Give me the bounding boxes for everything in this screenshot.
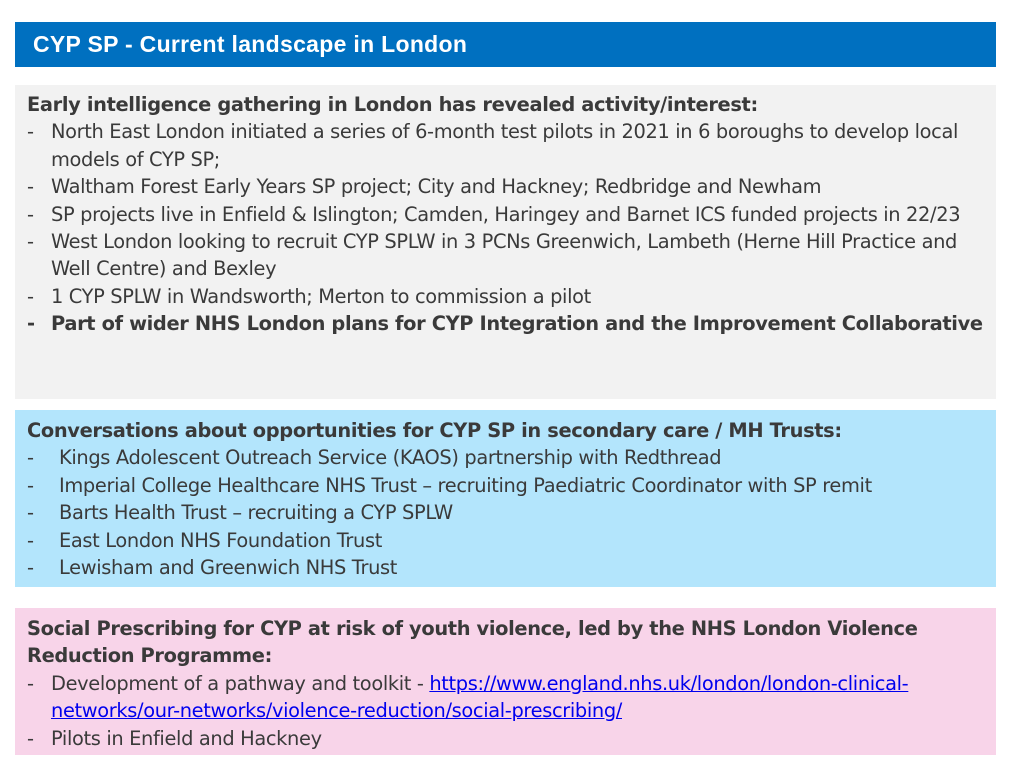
list-item bbox=[27, 670, 984, 725]
list-item: - 1 CYP SPLW in Wandsworth; Merton to commission a pilot bbox=[27, 283, 984, 310]
list-item: - Kings Adolescent Outreach Service (KAOS) partnership with Redthread bbox=[27, 444, 984, 471]
violence-reduction-list bbox=[27, 670, 984, 752]
pathway-text: Development of a pathway and toolkit - bbox=[51, 671, 430, 695]
list-item: - East London NHS Foundation Trust bbox=[27, 527, 984, 554]
title-bar bbox=[15, 22, 996, 67]
social-prescribing-link[interactable]: https://www.england.nhs.uk/london/london-clinical-networks/our-networks/violence-reduction/social-prescribing/ bbox=[51, 671, 909, 723]
list-item: - Pilots in Enfield and Hackney bbox=[27, 725, 984, 752]
early-intelligence-panel bbox=[15, 85, 996, 399]
secondary-care-list bbox=[27, 444, 984, 581]
slide-title: CYP SP - Current landscape in London bbox=[33, 31, 468, 57]
list-item: - North East London initiated a series of 6-month test pilots in 2021 in 6 boroughs to develop local models of CYP SP; bbox=[27, 118, 984, 173]
list-item: - SP projects live in Enfield & Islington; Camden, Haringey and Barnet ICS funded projects in 22/23 bbox=[27, 201, 984, 228]
early-intelligence-heading: Early intelligence gathering in London has revealed activity/interest: bbox=[27, 93, 758, 116]
list-item: - Part of wider NHS London plans for CYP Integration and the Improvement Collaborative bbox=[27, 310, 984, 337]
list-item: - Imperial College Healthcare NHS Trust – recruiting Paediatric Coordinator with SP remit bbox=[27, 472, 984, 499]
list-item: - West London looking to recruit CYP SPLW in 3 PCNs Greenwich, Lambeth (Herne Hill Practice and Well Centre) and Bexley bbox=[27, 228, 984, 283]
secondary-care-heading: Conversations about opportunities for CYP SP in secondary care / MH Trusts: bbox=[27, 419, 842, 442]
violence-reduction-heading: Social Prescribing for CYP at risk of youth violence, led by the NHS London Violence Reduction Programme: bbox=[27, 617, 918, 668]
secondary-care-panel bbox=[15, 410, 996, 587]
list-item: - Waltham Forest Early Years SP project; City and Hackney; Redbridge and Newham bbox=[27, 173, 984, 200]
violence-reduction-panel bbox=[15, 608, 996, 755]
list-item: - Lewisham and Greenwich NHS Trust bbox=[27, 554, 984, 581]
early-intelligence-list bbox=[27, 118, 984, 337]
list-item: - Barts Health Trust – recruiting a CYP SPLW bbox=[27, 499, 984, 526]
